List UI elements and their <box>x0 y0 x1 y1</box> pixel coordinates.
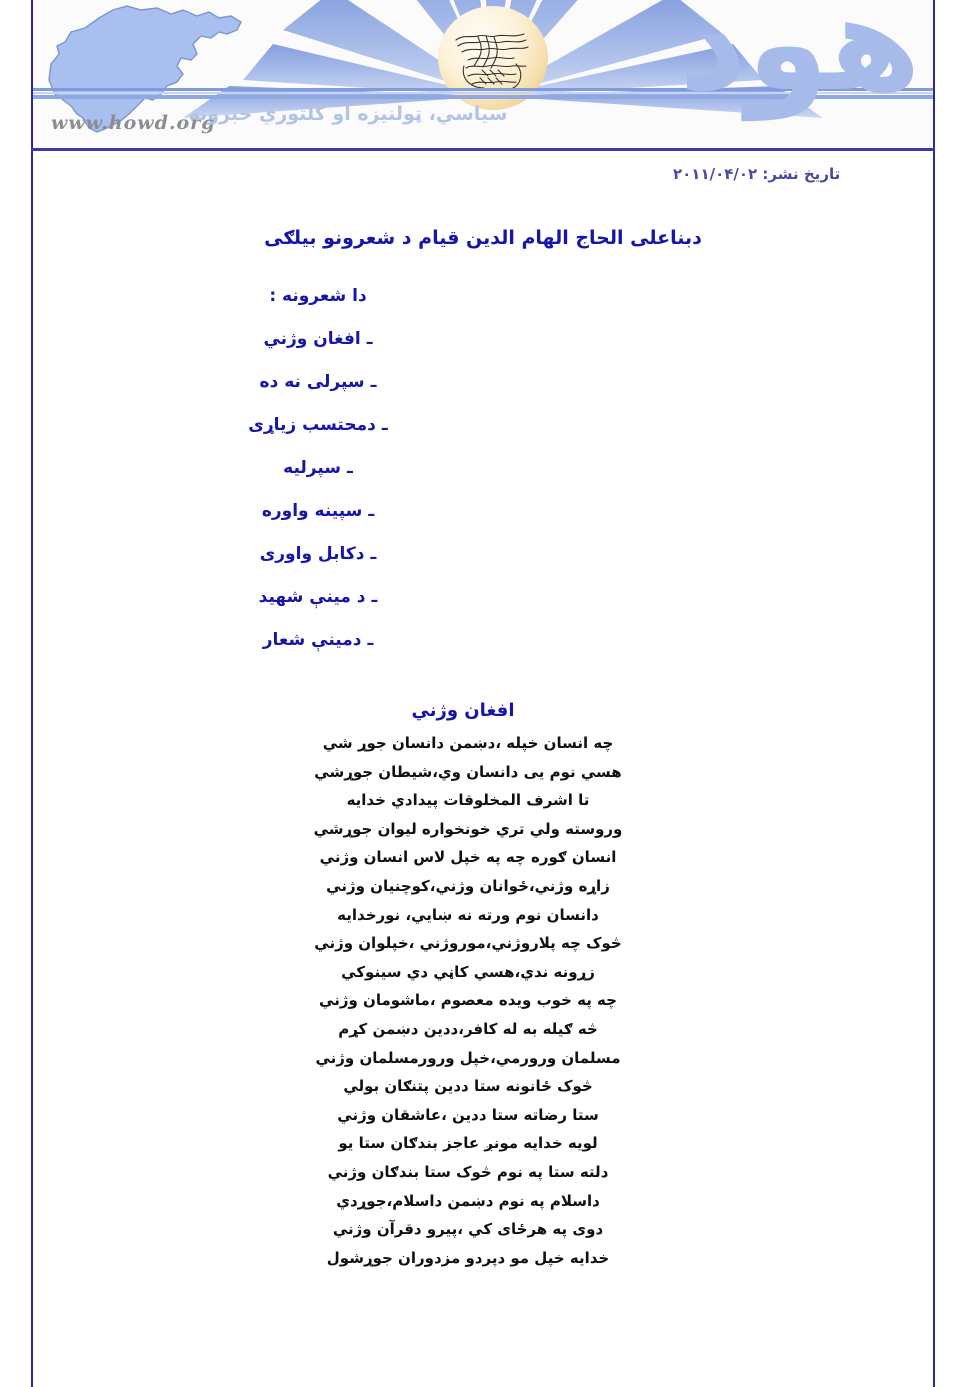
page-title: دبناعلی الحاج الهام الدین قیام د شعرونو بیلګی <box>264 227 702 249</box>
poem-line: انسان ګوره چه په خپل لاس انسان وژني <box>319 848 617 867</box>
poem-list-item[interactable] <box>33 361 933 404</box>
poem-heading: افغان وژني <box>411 700 515 721</box>
bullet-dash-icon: ـ <box>347 458 353 478</box>
site-url-text: www.howd.org <box>51 112 216 134</box>
poem-list-item[interactable] <box>33 447 933 490</box>
poem-list-item[interactable] <box>33 490 933 533</box>
poem-list-item-label: دمینې شعار <box>262 630 362 650</box>
toc-intro-label: دا شعرونه : <box>269 286 367 306</box>
site-tagline: سیاسي، ټولنیزه او کلتوري خبرونه <box>188 103 508 125</box>
poem-list-item-label: سپینه واوره <box>261 501 363 521</box>
bullet-dash-icon: ـ <box>370 372 377 392</box>
poem-list-item[interactable] <box>33 404 933 447</box>
site-header-banner <box>33 0 933 148</box>
poem-line: دوی په هرځای کي ،پیرو دقرآن وژني <box>332 1220 604 1239</box>
poem-list-item-label: سپرلی نه ده <box>259 372 365 392</box>
poem-list-item-label: دکابل واوری <box>259 544 365 564</box>
poem-list-item-label: دمحتسب زیاړی <box>248 415 376 435</box>
poem-body <box>33 729 933 1272</box>
poem-line: دانسان نوم ورته نه ښایي، نورخدایه <box>337 905 599 924</box>
poem-line: زاړه وژني،ځوانان وژني،کوچنیان وژني <box>326 876 610 895</box>
poem-list-item-label: سپرلیه <box>283 458 342 478</box>
poem-list-item[interactable] <box>33 619 933 662</box>
publish-date: تاریخ نشر: ۲۰۱۱/۰۴/۰۲ <box>673 165 841 183</box>
bullet-dash-icon: ـ <box>368 501 375 521</box>
bullet-dash-icon: ـ <box>381 415 388 435</box>
poem-line: زړونه ندي،هسي کاڼي دي سینوکي <box>341 962 595 981</box>
poem-line: لویه خدایه مونږ عاجز بندګان ستا یو <box>338 1134 598 1153</box>
bullet-dash-icon: ـ <box>367 630 374 650</box>
poem-line: څوک چه پلاروژني،موروژني ،خپلوان وژني <box>314 934 622 953</box>
poem-line: هسي نوم یی دانسان وي،شیطان جوړشي <box>314 762 622 781</box>
poem-list-item-label: د مینې شهید <box>258 587 366 607</box>
poem-line: داسلام په نوم دښمن داسلام،جوړدي <box>336 1191 600 1210</box>
poem-line: وروسته ولي تري خونخواره لیوان جوړشي <box>313 819 623 838</box>
bullet-dash-icon: ـ <box>370 544 377 564</box>
poem-line: څه ګیله به له کافر،ددین دښمن کړم <box>338 1019 598 1038</box>
poem-line: مسلمان ورورمي،خپل ورورمسلمان وژني <box>315 1048 621 1067</box>
poem-list <box>33 275 933 662</box>
poem-list-item[interactable] <box>33 533 933 576</box>
poem-list-item[interactable] <box>33 576 933 619</box>
poem-line: تا اشرف المخلوقات پیدادي خدایه <box>346 791 590 810</box>
poem-line: چه انسان خپله ،دښمن دانسان جوړ شي <box>322 734 614 752</box>
bullet-dash-icon: ـ <box>366 329 373 349</box>
bullet-dash-icon: ـ <box>371 587 378 607</box>
article-content <box>33 151 933 1272</box>
poem-line: دلته ستا په نوم څوک ستا بندګان وژني <box>327 1162 609 1181</box>
poem-line: خدایه خپل مو دپردو مزدوران جوړشول <box>326 1248 610 1267</box>
poem-list-item[interactable] <box>33 318 933 361</box>
poem-list-item-label: افغان وژني <box>263 329 361 349</box>
poem-line: چه په خوب ویده معصوم ،ماشومان وژني <box>319 991 617 1010</box>
poem-line: څوک ځانونه ستا ددین پتنګان بولي <box>343 1077 593 1096</box>
poem-line: ستا رضاته ستا ددین ،عاشقان وژني <box>337 1105 599 1124</box>
site-wordmark: هود <box>678 0 921 121</box>
